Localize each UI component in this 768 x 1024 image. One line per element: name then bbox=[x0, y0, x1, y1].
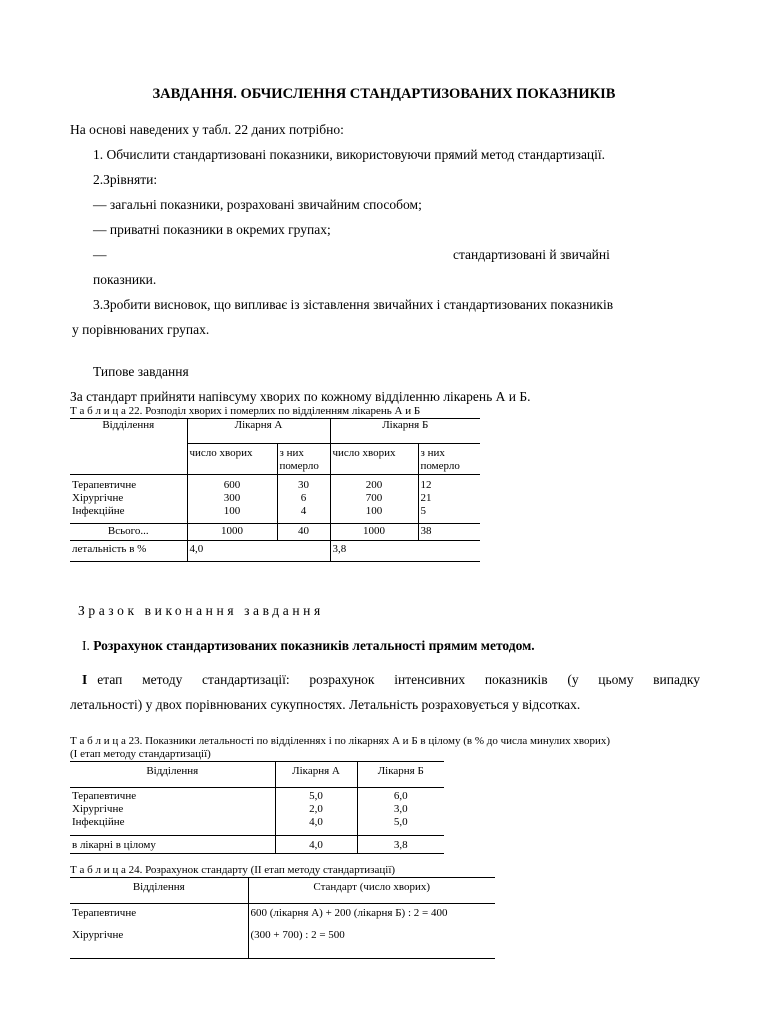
t24-header-dept: Відділення bbox=[70, 878, 248, 904]
intro-text: На основі наведених у табл. 22 даних потрібно: bbox=[70, 122, 344, 137]
step-3-line-1: 3.Зробити висновок, що випливає із зіставлення звичайних і стандартизованих показників bbox=[93, 297, 614, 312]
table-row bbox=[70, 926, 495, 959]
t22-total-patients-a: 1000 bbox=[187, 524, 277, 541]
t22-header-died-b-line1: з них bbox=[420, 447, 445, 459]
t22-total-died-b: 38 bbox=[420, 525, 432, 537]
t22-patients-b: 200 bbox=[330, 475, 418, 493]
table-row bbox=[70, 836, 444, 854]
t22-total-label: Всього... bbox=[70, 524, 187, 541]
table-row bbox=[70, 524, 480, 541]
t23-value-b: 3,0 bbox=[393, 803, 408, 815]
t22-header-patients-b: число хворих bbox=[330, 444, 418, 475]
table-23-caption-line-2: (I етап методу стандартизації) bbox=[70, 748, 211, 760]
t22-header-dept: Відділення bbox=[70, 419, 187, 475]
step-2: 2.Зрівняти: bbox=[93, 172, 158, 187]
t22-total-died-a: 40 bbox=[277, 524, 330, 541]
table-22 bbox=[70, 418, 480, 562]
table-row bbox=[70, 816, 444, 836]
dash-item-2: — приватні показники в окремих групах; bbox=[93, 222, 331, 237]
t23-total-b: 3,8 bbox=[393, 839, 408, 851]
t22-header-hospital-a: Лікарня А bbox=[187, 419, 330, 444]
stage-1-lead: I bbox=[82, 672, 88, 687]
t22-total-patients-b: 1000 bbox=[330, 524, 418, 541]
t23-value-a: 4,0 bbox=[275, 816, 357, 836]
t22-lethality-label: летальність в % bbox=[70, 541, 187, 562]
t22-dept: Хірургічне bbox=[70, 492, 187, 505]
t23-value-a: 2,0 bbox=[275, 803, 357, 816]
dash-item-3-text: стандартизовані й звичайні bbox=[453, 247, 610, 262]
t22-header-died-b bbox=[418, 444, 480, 475]
step-1: 1. Обчислити стандартизовані показники, використовуючи прямий метод стандартизації. bbox=[93, 147, 606, 162]
step-3-line-2: у порівнюваних групах. bbox=[72, 322, 210, 337]
typical-task-heading: Типове завдання bbox=[93, 364, 189, 379]
table-row bbox=[70, 904, 495, 927]
dash-item-3-dash: — bbox=[93, 247, 107, 262]
table-row bbox=[70, 492, 480, 505]
t23-dept: Хірургічне bbox=[70, 803, 275, 816]
t22-patients-b: 700 bbox=[330, 492, 418, 505]
t22-died-b: 12 bbox=[420, 479, 432, 491]
t23-value-b: 6,0 bbox=[393, 790, 408, 802]
t23-header-hospital-a: Лікарня А bbox=[275, 762, 357, 788]
dash-item-1: — загальні показники, розраховані звичайним способом; bbox=[93, 197, 422, 212]
table-row bbox=[70, 505, 480, 524]
t22-died-b: 21 bbox=[420, 492, 432, 504]
t23-header-dept: Відділення bbox=[70, 762, 275, 788]
table-23-caption-line-1: Т а б л и ц а 23. Показники летальності по відділеннях і по лікарнях А и Б в цілому (в % до числа минулих хворих) bbox=[70, 735, 611, 747]
stage-1-text: етап методу стандартизації: розрахунок інтенсивних показників (у цьому випадку bbox=[97, 672, 700, 687]
table-24-caption: Т а б л и ц а 24. Розрахунок стандарту (II етап методу стандартизації) bbox=[70, 864, 396, 876]
t23-value-a: 5,0 bbox=[275, 788, 357, 804]
t22-header-died-a-line2: померло bbox=[279, 460, 319, 472]
table-22-caption: Т а б л и ц а 22. Розподіл хворих і померлих по відділенням лікарень А и Б bbox=[70, 405, 421, 417]
t23-dept: Терапевтичне bbox=[70, 788, 275, 804]
dash-item-3-continuation: показники. bbox=[93, 272, 157, 287]
t24-dept: Хірургічне bbox=[70, 926, 248, 959]
t24-header-standard: Стандарт (число хворих) bbox=[313, 881, 431, 893]
page-title: ЗАВДАННЯ. ОБЧИСЛЕННЯ СТАНДАРТИЗОВАНИХ ПОКАЗНИКІВ bbox=[152, 86, 616, 102]
stage-1-line-1 bbox=[70, 672, 700, 688]
t22-header-hospital-b: Лікарня Б bbox=[330, 419, 480, 444]
t23-total-a: 4,0 bbox=[275, 836, 357, 854]
table-row bbox=[70, 788, 444, 804]
t22-patients-a: 300 bbox=[187, 492, 277, 505]
table-24 bbox=[70, 877, 495, 959]
t22-died-a: 30 bbox=[277, 475, 330, 493]
t22-patients-a: 100 bbox=[187, 505, 277, 524]
section-1-number: I. bbox=[82, 638, 90, 653]
t23-value-b: 5,0 bbox=[393, 816, 408, 828]
t22-lethality-a: 4,0 bbox=[187, 541, 330, 562]
t22-header-died-a-line1: з них bbox=[279, 447, 304, 459]
t22-header-patients-a: число хворих bbox=[187, 444, 277, 475]
t22-died-a: 6 bbox=[277, 492, 330, 505]
stage-1-line-2: летальності) у двох порівнюваних сукупностях. Летальність розраховується у відсотках. bbox=[70, 697, 581, 712]
sample-heading: Зразок виконання завдання bbox=[78, 603, 324, 618]
table-23 bbox=[70, 761, 444, 854]
t24-dept: Терапевтичне bbox=[70, 904, 248, 927]
t22-dept: Терапевтичне bbox=[70, 475, 187, 493]
t24-standard: (300 + 700) : 2 = 500 bbox=[250, 929, 345, 941]
t22-died-b: 5 bbox=[420, 505, 426, 517]
t22-lethality-b: 3,8 bbox=[332, 543, 347, 555]
standard-instruction: За стандарт прийняти напівсуму хворих по кожному відділенню лікарень А и Б. bbox=[70, 389, 531, 404]
t22-header-died-a bbox=[277, 444, 330, 475]
t22-header-died-b-line2: померло bbox=[420, 460, 460, 472]
section-1-heading bbox=[82, 638, 535, 654]
t22-dept: Інфекційне bbox=[70, 505, 187, 524]
t24-standard: 600 (лікарня А) + 200 (лікарня Б) : 2 = 400 bbox=[250, 907, 448, 919]
section-1-title: Розрахунок стандартизованих показників летальності прямим методом. bbox=[93, 638, 535, 653]
table-row bbox=[70, 475, 480, 493]
table-row bbox=[70, 803, 444, 816]
t22-patients-a: 600 bbox=[187, 475, 277, 493]
table-row bbox=[70, 541, 480, 562]
t23-total-label: в лікарні в цілому bbox=[70, 836, 275, 854]
t22-died-a: 4 bbox=[277, 505, 330, 524]
t23-dept: Інфекційне bbox=[70, 816, 275, 836]
t22-patients-b: 100 bbox=[330, 505, 418, 524]
t23-header-hospital-b: Лікарня Б bbox=[377, 765, 424, 777]
